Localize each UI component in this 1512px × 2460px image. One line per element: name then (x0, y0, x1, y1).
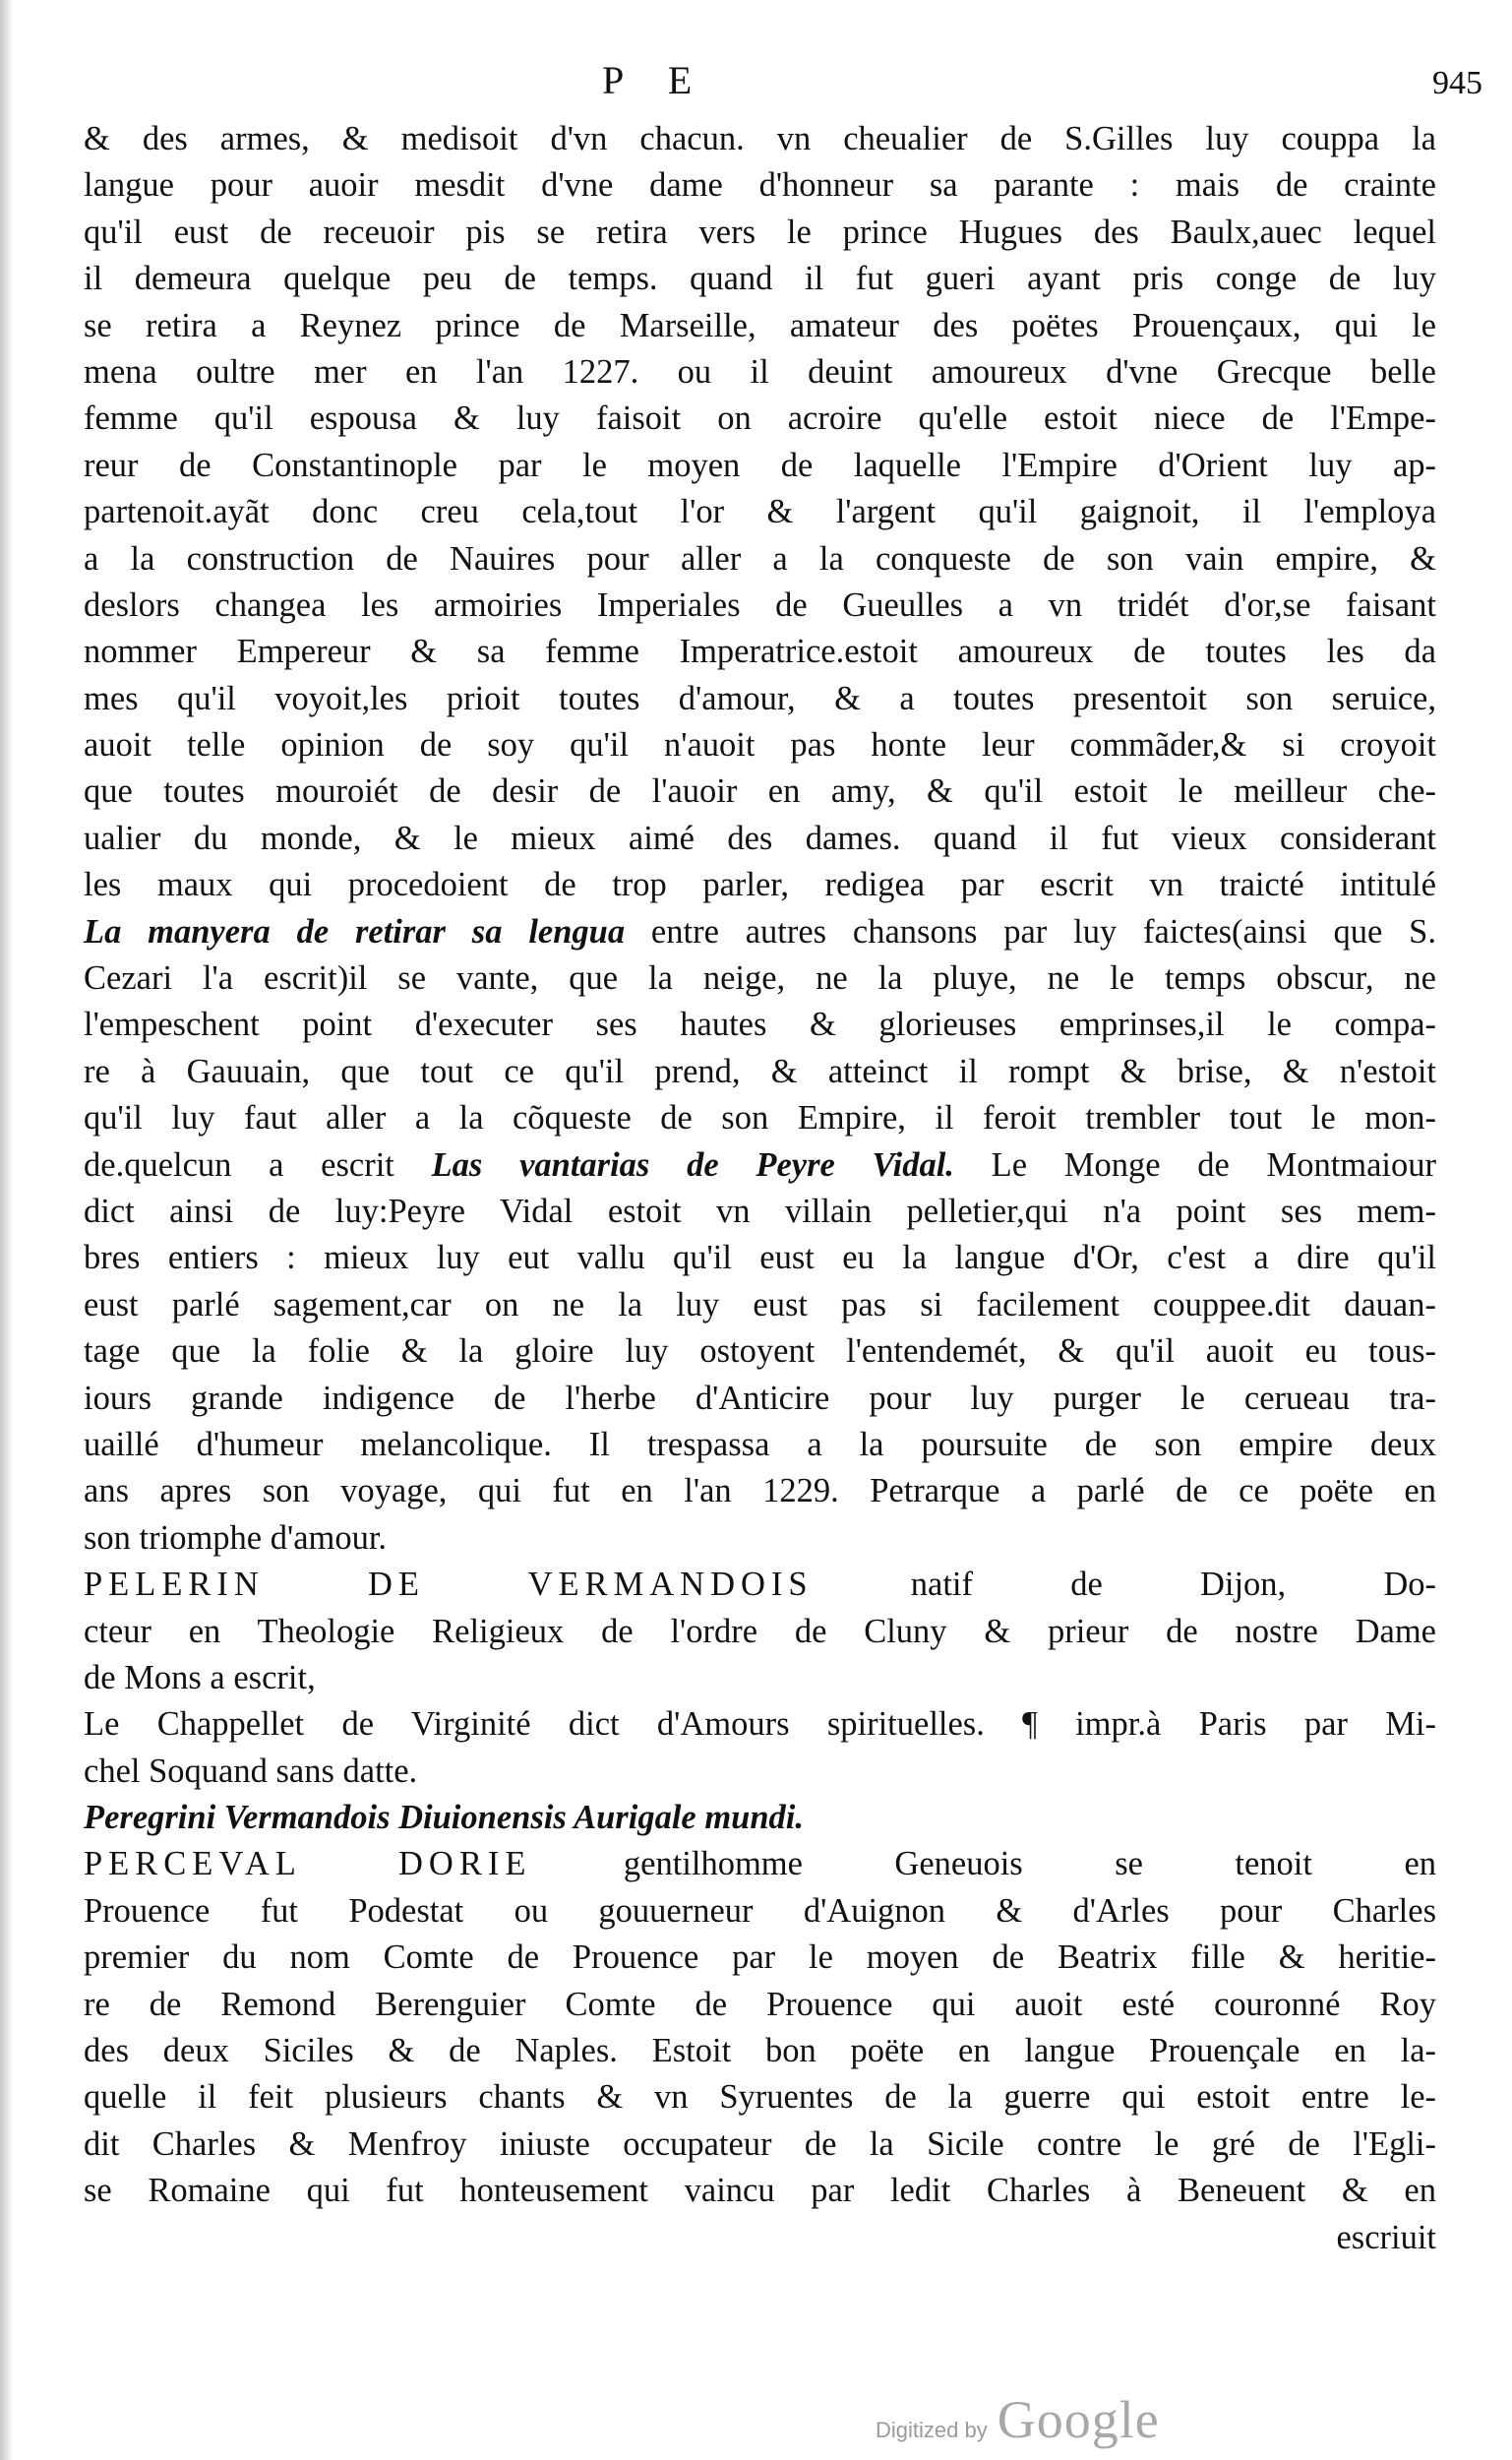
catchword: escriuit (1336, 2218, 1436, 2256)
text-run: de.quelcun a escrit (84, 1145, 432, 1184)
text-line: bres entiers : mieux luy eut vallu qu'il eust eu la langue d'Or, c'est a dire qu'il (84, 1239, 1436, 1277)
text-line: de Mons a escrit, (84, 1658, 316, 1696)
text-line: les maux qui procedoient de trop parler, redigea par escrit vn traicté intitulé (84, 866, 1436, 904)
text-line (84, 1562, 1436, 1608)
text-line: se Romaine qui fut honteusement vaincu par ledit Charles à Beneuent & en (84, 2172, 1436, 2210)
text-line: ualier du monde, & le mieux aimé des dames. quand il fut vieux considerant (84, 819, 1436, 857)
text-line: que toutes mouroiét de desir de l'auoir en amy, & qu'il estoit le meilleur che- (84, 772, 1436, 811)
text-line: qu'il luy faut aller a la cõqueste de son Empire, il feroit trembler tout le mon- (84, 1099, 1436, 1138)
text-line: son triomphe d'amour. (84, 1518, 388, 1557)
entry-heading: PERCEVAL DORIE (84, 1845, 532, 1883)
text-line: partenoit.ayãt donc creu cela,tout l'or & l'argent qu'il gaignoit, il l'employa (84, 493, 1436, 531)
text-line: des deux Siciles & de Naples. Estoit bon poëte en langue Prouençale en la- (84, 2032, 1436, 2070)
text-line: Cezari l'a escrit)il se vante, que la neige, ne la pluye, ne le temps obscur, ne (84, 959, 1436, 998)
text-line: auoit telle opinion de soy qu'il n'auoit pas honte leur commãder,& si croyoit (84, 726, 1436, 765)
text-line: langue pour auoir mesdit d'vne dame d'honneur sa parante : mais de crainte (84, 166, 1436, 205)
text-line: premier du nom Comte de Prouence par le moyen de Beatrix fille & heritie- (84, 1938, 1436, 1977)
text-line (84, 1142, 1436, 1189)
running-head: P E (602, 58, 710, 102)
binding-shadow (0, 0, 14, 2460)
text-line: & des armes, & medisoit d'vn chacun. vn cheualier de S.Gilles luy couppa la (84, 120, 1436, 157)
work-title: Las vantarias de Peyre Vidal. (431, 1145, 954, 1184)
text-line: mes qu'il voyoit,les prioit toutes d'amour, & a toutes presentoit son seruice, (84, 679, 1436, 717)
body-text (84, 116, 1436, 2261)
text-line: l'empeschent point d'executer ses hautes & glorieuses emprinses,il le compa- (84, 1006, 1436, 1044)
text-line: dict ainsi de luy:Peyre Vidal estoit vn villain pelletier,qui n'a point ses mem- (84, 1192, 1436, 1230)
text-line: uaillé d'humeur melancolique. Il trespassa a la poursuite de son empire deux (84, 1425, 1436, 1463)
text-run: Le Monge de Montmaiour (953, 1145, 1437, 1184)
page-number: 945 (1432, 65, 1482, 101)
text-run: entre autres chansons par luy faictes(ainsi que S. (625, 912, 1436, 951)
text-line: chel Soquand sans datte. (84, 1752, 418, 1790)
text-line: eust parlé sagement,car on ne la luy eust pas si facilement couppee.dit dauan- (84, 1285, 1436, 1323)
digitized-by-label: Digitized by (876, 2418, 988, 2442)
text-line: se retira a Reynez prince de Marseille, amateur des poëtes Prouençaux, qui le (84, 306, 1436, 344)
text-run: natif de Dijon, Do- (813, 1566, 1437, 1604)
text-line (84, 909, 1436, 955)
latin-title: Peregrini Vermandois Diuionensis Aurigale mundi. (84, 1799, 805, 1837)
text-line: reur de Constantinople par le moyen de laquelle l'Empire d'Orient luy ap- (84, 446, 1436, 484)
text-line: Prouence fut Podestat ou gouuerneur d'Auignon & d'Arles pour Charles (84, 1891, 1436, 1930)
text-line: femme qu'il espousa & luy faisoit on acroire qu'elle estoit niece de l'Empe- (84, 400, 1436, 438)
text-line: re à Gauuain, que tout ce qu'il prend, & atteinct il rompt & brise, & n'estoit (84, 1052, 1436, 1090)
text-line: Le Chappellet de Virginité dict d'Amours spirituelles. ¶ impr.à Paris par Mi- (84, 1705, 1436, 1744)
text-line: il demeura quelque peu de temps. quand il fut gueri ayant pris conge de luy (84, 260, 1436, 298)
text-line: a la construction de Nauires pour aller a la conqueste de son vain empire, & (84, 539, 1436, 578)
text-line: quelle il feit plusieurs chants & vn Syruentes de la guerre qui estoit entre le- (84, 2078, 1436, 2117)
text-line: qu'il eust de receuoir pis se retira vers le prince Hugues des Baulx,auec lequel (84, 213, 1436, 251)
text-line (84, 1841, 1436, 1887)
text-line: mena oultre mer en l'an 1227. ou il deuint amoureux d'vne Grecque belle (84, 352, 1436, 391)
google-logo: Google (997, 2390, 1160, 2449)
text-line: dit Charles & Menfroy iniuste occupateur de la Sicile contre le gré de l'Egli- (84, 2124, 1436, 2163)
text-line: nommer Empereur & sa femme Imperatrice.estoit amoureux de toutes les da (84, 633, 1436, 671)
text-line: cteur en Theologie Religieux de l'ordre de Cluny & prieur de nostre Dame (84, 1612, 1436, 1650)
text-line: tage que la folie & la gloire luy ostoyent l'entendemét, & qu'il auoit eu tous- (84, 1332, 1436, 1371)
text-run: gentilhomme Geneuois se tenoit en (531, 1845, 1437, 1883)
text-line: re de Remond Berenguier Comte de Prouence qui auoit esté couronné Roy (84, 1985, 1436, 2023)
treatise-title: La manyera de retirar sa lengua (84, 912, 626, 951)
entry-heading: PELERIN DE VERMANDOIS (84, 1566, 814, 1604)
text-line: iours grande indigence de l'herbe d'Anticire pour luy purger le cerueau tra- (84, 1379, 1436, 1417)
text-line: ans apres son voyage, qui fut en l'an 1229. Petrarque a parlé de ce poëte en (84, 1472, 1436, 1510)
text-line: deslors changea les armoiries Imperiales de Gueulles a vn tridét d'or,se faisant (84, 585, 1436, 624)
digitized-footer (876, 2389, 1160, 2450)
